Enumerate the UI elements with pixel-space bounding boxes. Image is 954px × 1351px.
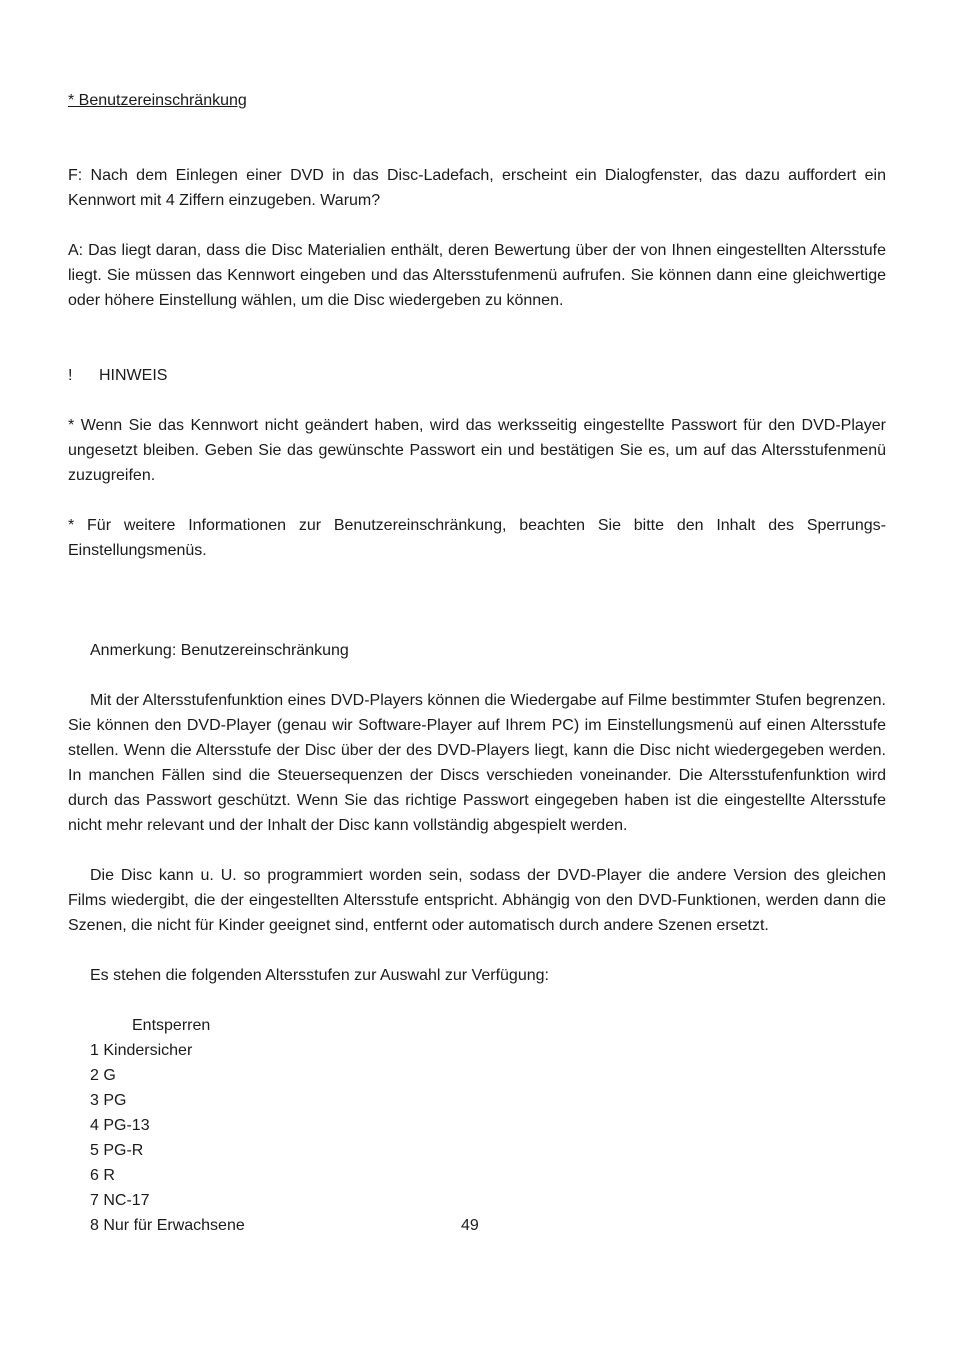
remark-heading: Anmerkung: Benutzereinschränkung xyxy=(90,642,349,659)
level-item: 6 R xyxy=(90,1167,115,1184)
level-item: 8 Nur für Erwachsene xyxy=(90,1217,245,1234)
level-item: 1 Kindersicher xyxy=(90,1042,193,1059)
level-item: 5 PG-R xyxy=(90,1142,144,1159)
notice-label: HINWEIS xyxy=(99,367,168,384)
level-item: 4 PG-13 xyxy=(90,1117,150,1134)
level-item: 2 G xyxy=(90,1067,116,1084)
notice-mark: ! xyxy=(68,367,73,384)
remark-paragraph: Mit der Altersstufenfunktion eines DVD-Players können die Wiedergabe auf Filme bestimmter Stufen begrenzen. Sie können den DVD-Player (genau wir Software-Player auf Ihrem PC) im Einstellungsmenü auf einen Altersstufe stellen. Wenn die Altersstufe der Disc über der des DVD-Players liegt, kann die Disc nicht wiedergegeben werden. In manchen Fällen sind die Steuersequenzen der Discs verschieden voneinander. Die Altersstufenfunktion wird durch das Passwort geschützt. Wenn Sie das richtige Passwort eingegeben haben ist die eingestellte Altersstufe nicht mehr relevant und der Inhalt der Disc kann vollständig abgespielt werden. xyxy=(68,692,886,834)
page-number: 49 xyxy=(461,1217,479,1234)
notice-item: * Für weitere Informationen zur Benutzereinschränkung, beachten Sie bitte den Inhalt des Sperrungs-Einstellungsmenüs. xyxy=(68,517,886,559)
remark-paragraph: Die Disc kann u. U. so programmiert worden sein, sodass der DVD-Player die andere Version des gleichen Films wiedergibt, die der eingestellten Altersstufe entspricht. Abhängig von den DVD-Funktionen, werden dann die Szenen, die nicht für Kinder geeignet sind, entfernt oder automatisch durch andere Szenen ersetzt. xyxy=(68,867,886,934)
question-paragraph: F: Nach dem Einlegen einer DVD in das Disc-Ladefach, erscheint ein Dialogfenster, das dazu auffordert ein Kennwort mit 4 Ziffern einzugeben. Warum? xyxy=(68,167,886,209)
levels-intro: Es stehen die folgenden Altersstufen zur Auswahl zur Verfügung: xyxy=(90,967,549,984)
level-item: 7 NC-17 xyxy=(90,1192,150,1209)
notice-item: * Wenn Sie das Kennwort nicht geändert haben, wird das werksseitig eingestellte Passwort für den DVD-Player ungesetzt bleiben. Geben Sie das gewünschte Passwort ein und bestätigen Sie es, um auf das Altersstufenmenü zuzugreifen. xyxy=(68,417,886,484)
section-heading: * Benutzereinschränkung xyxy=(68,92,247,109)
level-item: 3 PG xyxy=(90,1092,127,1109)
level-item: Entsperren xyxy=(132,1017,211,1034)
answer-paragraph: A: Das liegt daran, dass die Disc Materialien enthält, deren Bewertung über der von Ihnen eingestellten Altersstufe liegt. Sie müssen das Kennwort eingeben und das Altersstufenmenü aufrufen. Sie können dann eine gleichwertige oder höhere Einstellung wählen, um die Disc wiedergeben zu können. xyxy=(68,242,886,309)
